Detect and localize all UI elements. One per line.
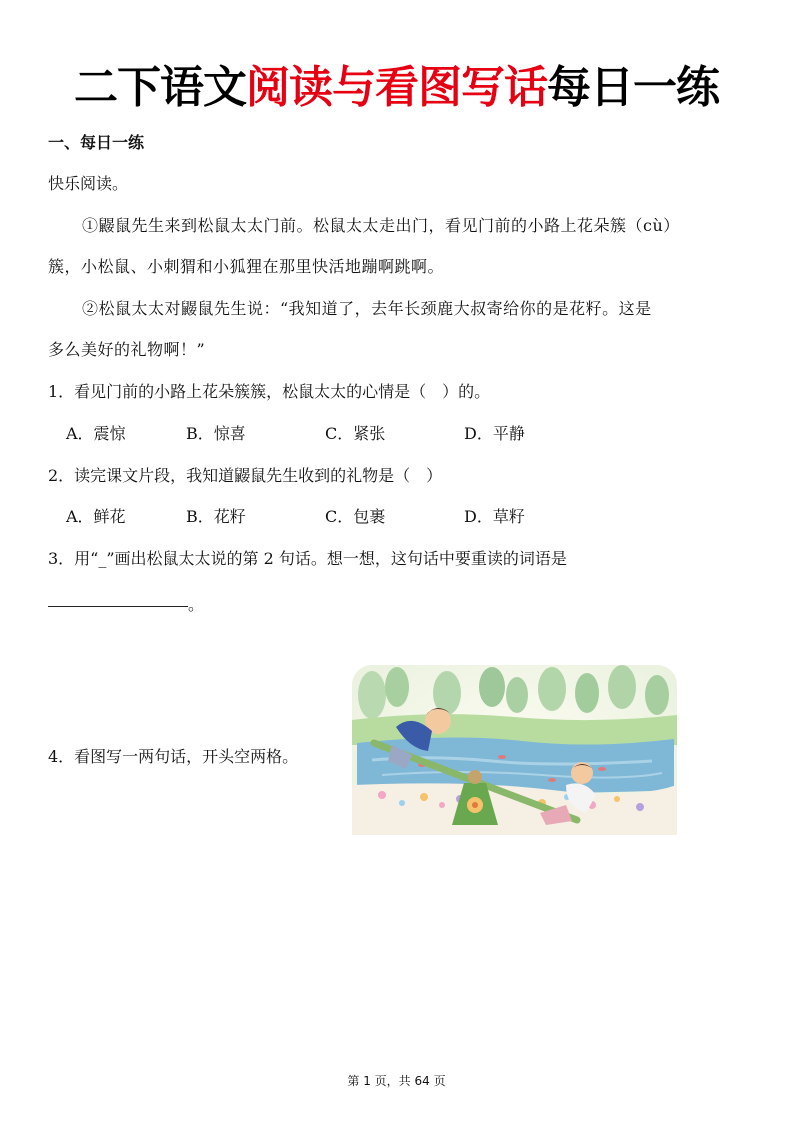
page-title (0, 58, 793, 118)
q2-option-d[interactable]: D．草籽 (464, 507, 525, 526)
q2-option-a[interactable]: A．鲜花 (66, 507, 126, 526)
q1-option-d[interactable]: D．平静 (464, 424, 525, 443)
question-4: 4．看图写一两句话，开头空两格。 (48, 747, 299, 766)
q2-option-c[interactable]: C．包裹 (325, 507, 386, 526)
answer-blank-line[interactable] (48, 606, 188, 607)
q1-option-c[interactable]: C．紧张 (325, 424, 386, 443)
passage-p1-line1: ①鼹鼠先生来到松鼠太太门前。松鼠太太走出门，看见门前的小路上花朵簇（cù） (82, 216, 680, 235)
q1-option-b[interactable]: B．惊喜 (186, 424, 246, 443)
title-part-1: 二下语文 (74, 62, 246, 113)
answer-end-mark: 。 (188, 595, 205, 614)
question-2: 2．读完课文片段，我知道鼹鼠先生收到的礼物是（ ） (48, 466, 443, 485)
question-3: 3．用“_”画出松鼠太太说的第 2 句话。想一想，这句话中要重读的词语是 (48, 549, 567, 568)
passage-p2-line1: ②松鼠太太对鼹鼠先生说：“我知道了，去年长颈鹿大叔寄给你的是花籽。这是 (82, 299, 652, 318)
seesaw-illustration (352, 665, 677, 835)
title-part-3: 每日一练 (547, 62, 719, 113)
title-part-2: 阅读与看图写话 (246, 62, 547, 113)
question-1: 1．看见门前的小路上花朵簇簇，松鼠太太的心情是（ ）的。 (48, 382, 491, 401)
passage-p2-line2: 多么美好的礼物啊！” (48, 340, 206, 359)
section-heading: 一、每日一练 (48, 133, 145, 152)
q2-option-b[interactable]: B．花籽 (186, 507, 246, 526)
passage-p1-line2: 簇，小松鼠、小刺猬和小狐狸在那里快活地蹦啊跳啊。 (48, 257, 445, 276)
intro-text: 快乐阅读。 (48, 174, 129, 193)
page-footer: 第 1 页，共 64 页 (347, 1074, 446, 1088)
q1-option-a[interactable]: A．震惊 (66, 424, 126, 443)
